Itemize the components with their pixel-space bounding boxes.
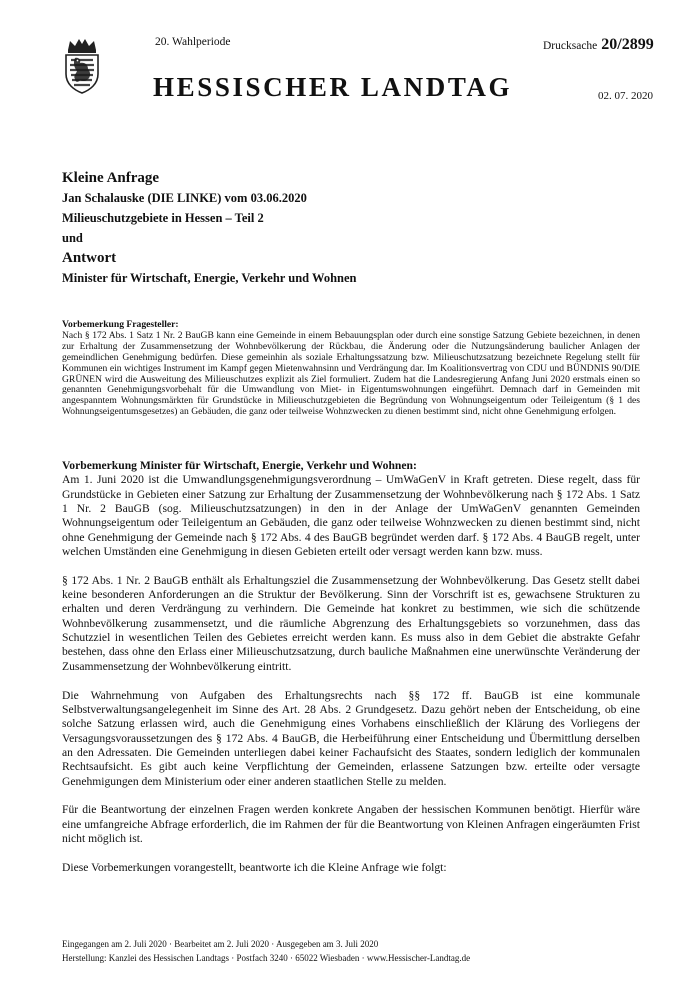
- hessen-coat-of-arms-icon: [62, 38, 102, 94]
- minister-preamble-paragraph: Die Wahrnehmung von Aufgaben des Erhaltungsrechts nach §§ 172 ff. BauGB ist eine kommunale Selbstverwaltungsangelegenheit im Sinne des Art. 28 Abs. 2 Grundgesetz. Dazu gehört neben der Entscheidung, ob eine solche Satzung erlassen wird, auch die Genehmigung eines Vorhabens einschließlich der Klärung des Vorliegens der Versagungsvoraussetzungen des § 172 Abs. 4 BauGB, die Herbeiführung einer Entscheidung und Übermittlung derselben an den Adressaten. Die Gemeinden unterliegen dabei keiner Fachaufsicht des Staates, sondern lediglich der kommunalen Rechtsaufsicht. Es gibt auch keine Verpflichtung der Gemeinden, erlassene Satzungen bzw. erteilte oder versagte Genehmigungen dem Ministerium oder einer anderen staatlichen Stelle zu melden.: [62, 688, 640, 788]
- drucksache-number: 20/2899: [601, 36, 654, 53]
- questioner-preamble-text: Nach § 172 Abs. 1 Satz 1 Nr. 2 BauGB kann eine Gemeinde in einem Bebauungsplan oder durch eine sonstige Satzung Gebiete bezeichnen, in denen zur Erhaltung der Zusammensetzung der Wohnbevölkerung der Rückbau, die Änderung oder die Nutzungsänderung baulicher Anlagen der gemeindlichen Genehmigung bedürfen. Diese gemeinhin als soziale Erhaltungssatzung bzw. Milieuschutzsatzung bezeichnete Regelung stellt für Kommunen ein wichtiges Instrument im Kampf gegen Mietenwahnsinn und Verdrängung dar. Im Koalitionsvertrag von CDU und BÜNDNIS 90/DIE GRÜNEN wird die Ausweitung des Milieuschutzes explizit als Ziel formuliert. Zudem hat die Landesregierung Anfang Juni 2020 erstmals einen so genannten Genehmigungsvorbehalt für die Umwandlung von Miet- in Eigentumswohnungen eingeführt. Demnach darf in Gemeinden mit angespanntem Wohnungsmärkten für Grundstücke in Milieuschutzgebieten die Begründung von Wohnungseigentum oder Teileigentum (§ 1 des Wohnungseigentumsgesetzes) an Gebäuden, die ganz oder teilweise Wohnzwecken zu dienen bestimmt sind, nicht ohne Genehmigung erfolgen.: [62, 329, 640, 418]
- document-date: 02. 07. 2020: [598, 90, 653, 102]
- question-author: Jan Schalauske (DIE LINKE) vom 03.06.2020: [62, 191, 307, 205]
- minister-preamble: [62, 459, 640, 875]
- drucksache: [543, 36, 654, 54]
- minister-preamble-paragraph: § 172 Abs. 1 Nr. 2 BauGB enthält als Erhaltungsziel die Zusammensetzung der Wohnbevölkerung. Das Gesetz stellt dabei keine besonderen Anforderungen an die Struktur der Bevölkerung. Sinn der Vorschrift ist es, gewachsene Strukturen zu erhalten und deren Verdrängung zu verhindern. Die Gemeinde hat konkret zu bestimmen, wie sich die schützende Wohnbevölkerung zusammensetzt, und die räumliche Abgrenzung des Erhaltungsgebiets so vorzunehmen, dass das Schutzziel in wesentlichen Teilen des Gebietes erreicht werden kann. Es muss also in dem Gebiet die abstrakte Gefahr bestehen, dass ohne den Erlass einer Milieuschutzsatzung, durch bauliche Maßnahmen eine unerwünschte Veränderung der Zusammensetzung der Wohnbevölkerung eintritt.: [62, 573, 640, 673]
- document-type: Kleine Anfrage: [62, 170, 160, 186]
- footer-dates: Eingegangen am 2. Juli 2020 · Bearbeitet am 2. Juli 2020 · Ausgegeben am 3. Juli 2020: [62, 939, 379, 949]
- questioner-preamble: [62, 320, 640, 418]
- minister-preamble-paragraph: Am 1. Juni 2020 ist die Umwandlungsgenehmigungsverordnung – UmWaGenV in Kraft getreten. Diese regelt, dass für Grundstücke in Gebieten einer Satzung zur Erhaltung der Zusammensetzung der Wohnbevölkerung nach § 172 Abs. 1 Satz 1 Nr. 2 BauGB (sog. Milieuschutzsatzungen) in den in der Anlage der UmWaGenV genannten Gemeinden Wohnungseigentum oder Teileigentum an Gebäuden, die ganz oder teilweise Wohnzwecken zu dienen bestimmt sind, nicht ohne Genehmigung der Gemeinde nach § 172 Abs. 4 des BauGB begründet werden darf. § 172 Abs. 4 BauGB regelt, unter welchen Umständen eine Genehmigung in diesen Gebieten erteilt oder versagt werden kann bzw. muss.: [62, 473, 640, 559]
- answer-heading: Antwort: [62, 250, 117, 266]
- and-connector: und: [62, 231, 83, 245]
- answering-minister: Minister für Wirtschaft, Energie, Verkehr und Wohnen: [62, 271, 357, 285]
- questioner-preamble-heading: Vorbemerkung Fragesteller:: [62, 319, 179, 330]
- question-subject: Milieuschutzgebiete in Hessen – Teil 2: [62, 211, 264, 225]
- wahlperiode: 20. Wahlperiode: [155, 36, 231, 48]
- minister-preamble-heading: Vorbemerkung Minister für Wirtschaft, Energie, Verkehr und Wohnen:: [62, 459, 417, 472]
- footer-imprint: Herstellung: Kanzlei des Hessischen Landtags · Postfach 3240 · 65022 Wiesbaden · www.Hessischer-Landtag.de: [62, 953, 471, 963]
- drucksache-label: Drucksache: [543, 40, 598, 52]
- minister-preamble-paragraph: Für die Beantwortung der einzelnen Fragen werden konkrete Angaben der hessischen Kommunen benötigt. Hierfür wäre eine umfangreiche Abfrage erforderlich, die im Rahmen der für die Beantwortung von Kleinen Anfragen eingeräumten Frist nicht möglich ist.: [62, 803, 640, 845]
- minister-preamble-paragraph: Diese Vorbemerkungen vorangestellt, beantworte ich die Kleine Anfrage wie folgt:: [62, 860, 447, 874]
- parliament-title: HESSISCHER LANDTAG: [153, 72, 513, 102]
- title-block: [62, 168, 642, 288]
